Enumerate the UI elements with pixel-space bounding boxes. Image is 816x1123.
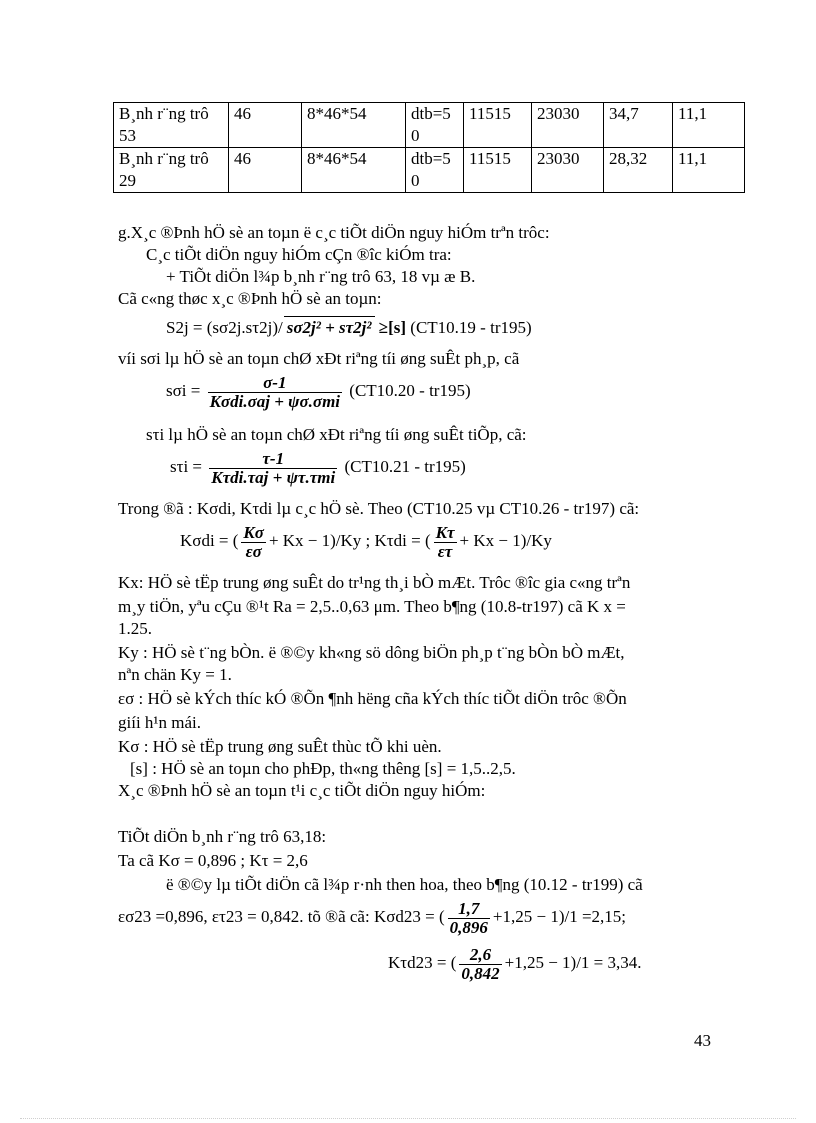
numerator: 1,7 bbox=[448, 900, 490, 919]
text-line: víi sσi lµ hÖ sè an toµn chØ xÐt riªng tíi øng suÊt ph¸p, cã bbox=[118, 349, 520, 368]
formula-kd bbox=[180, 522, 552, 561]
formula-normal-stress bbox=[166, 372, 471, 411]
text-line: Trong ®ã : Kσdi, Kτdi lµ c¸c hÖ sè. Theo (CT10.25 vµ CT10.26 - tr197) cã: bbox=[118, 499, 640, 518]
text-line: Kx: HÖ sè tËp trung øng suÊt do tr¹ng th¸i bÒ mÆt. Trôc ®îc gia c«ng trªn bbox=[118, 573, 631, 592]
table-cell: 11,1 bbox=[673, 103, 745, 148]
text-line: nªn chän Ky = 1. bbox=[118, 665, 232, 684]
text-line: 1.25. bbox=[118, 619, 152, 638]
text-line: sτi lµ hÖ sè an toµn chØ xÐt riªng tíi øng suÊt tiÕp, cã: bbox=[146, 425, 527, 444]
table-cell: dtb=5 0 bbox=[406, 148, 464, 193]
denominator: ετ bbox=[437, 541, 453, 561]
formula-reference: (CT10.19 - tr195) bbox=[410, 318, 532, 337]
fraction bbox=[209, 450, 337, 487]
text-line: m¸y tiÖn, yªu cÇu ®¹t Ra = 2,5..0,63 μm. Theo b¶ng (10.8-tr197) cã K x = bbox=[118, 597, 626, 616]
text-line: [s] : HÖ sè an toµn cho phÐp, th«ng thêng [s] = 1,5..2,5. bbox=[130, 759, 516, 778]
text-line: giíi h¹n mái. bbox=[118, 713, 202, 732]
subsection-heading: TiÕt diÖn b¸nh r¨ng trô 63,18: bbox=[118, 827, 327, 846]
formula-kd23-sigma bbox=[118, 898, 626, 937]
denominator: 0,896 bbox=[449, 917, 488, 937]
fraction bbox=[434, 524, 457, 561]
table-cell: B¸nh r¨ng trô 29 bbox=[114, 148, 229, 193]
table-cell: 8*46*54 bbox=[302, 103, 406, 148]
formula-text: sτi = bbox=[170, 457, 203, 476]
formula-shear-stress bbox=[170, 448, 466, 487]
table-cell: 23030 bbox=[532, 103, 604, 148]
table-row bbox=[114, 148, 745, 193]
fraction bbox=[448, 900, 490, 937]
text-line: X¸c ®Þnh hÖ sè an toµn t¹i c¸c tiÕt diÖn nguy hiÓm: bbox=[118, 781, 486, 800]
fraction bbox=[208, 374, 342, 411]
table-cell: 23030 bbox=[532, 148, 604, 193]
formula-safety-factor bbox=[166, 316, 532, 339]
sqrt-expression: sσ2j² + sτ2j² bbox=[284, 316, 375, 339]
formula-text: + Kx − 1)/Ky bbox=[459, 531, 552, 550]
numerator: τ-1 bbox=[209, 450, 337, 469]
formula-text: ≥[s] bbox=[378, 318, 407, 337]
text-line: + TiÕt diÖn l¾p b¸nh r¨ng trô 63, 18 vµ æ B. bbox=[166, 267, 476, 286]
table-row bbox=[114, 103, 745, 148]
fraction bbox=[241, 524, 266, 561]
formula-text: + Kx − 1)/Ky ; Kτdi = ( bbox=[268, 531, 431, 550]
formula-text: S2j = (sσ2j.sτ2j)/ bbox=[166, 318, 283, 337]
table-cell: 46 bbox=[229, 148, 302, 193]
table-cell: 11515 bbox=[464, 148, 532, 193]
table-cell: 34,7 bbox=[604, 103, 673, 148]
formula-text: εσ23 =0,896, ετ23 = 0,842. tõ ®ã cã: Kσd23 = ( bbox=[118, 907, 445, 926]
formula-text: +1,25 − 1)/1 =2,15; bbox=[492, 907, 627, 926]
numerator: σ-1 bbox=[208, 374, 342, 393]
formula-reference: (CT10.20 - tr195) bbox=[349, 381, 471, 400]
fraction bbox=[459, 946, 501, 983]
numerator: Kτ bbox=[435, 522, 455, 542]
table-cell: 11,1 bbox=[673, 148, 745, 193]
table-cell: 46 bbox=[229, 103, 302, 148]
formula-kd23-tau bbox=[388, 944, 642, 983]
numerator: Kσ bbox=[243, 522, 264, 542]
table-cell: B¸nh r¨ng trô 53 bbox=[114, 103, 229, 148]
denominator: 0,842 bbox=[461, 963, 500, 983]
page-number: 43 bbox=[694, 1031, 711, 1050]
formula-reference: (CT10.21 - tr195) bbox=[344, 457, 466, 476]
text-line: εσ : HÖ sè kÝch thíc kÓ ®Õn ¶nh hëng cña kÝch thíc tiÕt diÖn trôc ®Õn bbox=[118, 689, 627, 708]
numerator: 2,6 bbox=[459, 946, 501, 965]
denominator: Kσdi.σaj + ψσ.σmi bbox=[209, 391, 341, 411]
formula-text: sσi = bbox=[166, 381, 201, 400]
text-line: Cã c«ng thøc x¸c ®Þnh hÖ sè an toµn: bbox=[118, 289, 382, 308]
table-cell: 8*46*54 bbox=[302, 148, 406, 193]
text-line: Ta cã Kσ = 0,896 ; Kτ = 2,6 bbox=[118, 851, 308, 870]
formula-text: +1,25 − 1)/1 = 3,34. bbox=[504, 953, 642, 972]
text-line: Ky : HÖ sè t¨ng bÒn. ë ®©y kh«ng sö dông biÖn ph¸p t¨ng bÒn bÒ mÆt, bbox=[118, 643, 625, 662]
formula-text: Kσdi = ( bbox=[180, 531, 239, 550]
text-line: Kσ : HÖ sè tËp trung øng suÊt thùc tÕ khi uèn. bbox=[118, 737, 442, 756]
text-line: ë ®©y lµ tiÕt diÖn cã l¾p r·nh then hoa, theo b¶ng (10.12 - tr199) cã bbox=[166, 875, 643, 894]
text-line: C¸c tiÕt diÖn nguy hiÓm cÇn ®îc kiÓm tra: bbox=[146, 245, 452, 264]
section-heading: g.X¸c ®Þnh hÖ sè an toµn ë c¸c tiÕt diÖn nguy hiÓm trªn trôc: bbox=[118, 223, 550, 242]
formula-text: Kτd23 = ( bbox=[388, 953, 457, 972]
denominator: εσ bbox=[245, 541, 262, 561]
table-cell: 28,32 bbox=[604, 148, 673, 193]
denominator: Kτdi.τaj + ψτ.τmi bbox=[211, 467, 336, 487]
table-cell: 11515 bbox=[464, 103, 532, 148]
shaft-data-table bbox=[113, 102, 745, 193]
page-divider bbox=[20, 1118, 796, 1119]
table-cell: dtb=5 0 bbox=[406, 103, 464, 148]
